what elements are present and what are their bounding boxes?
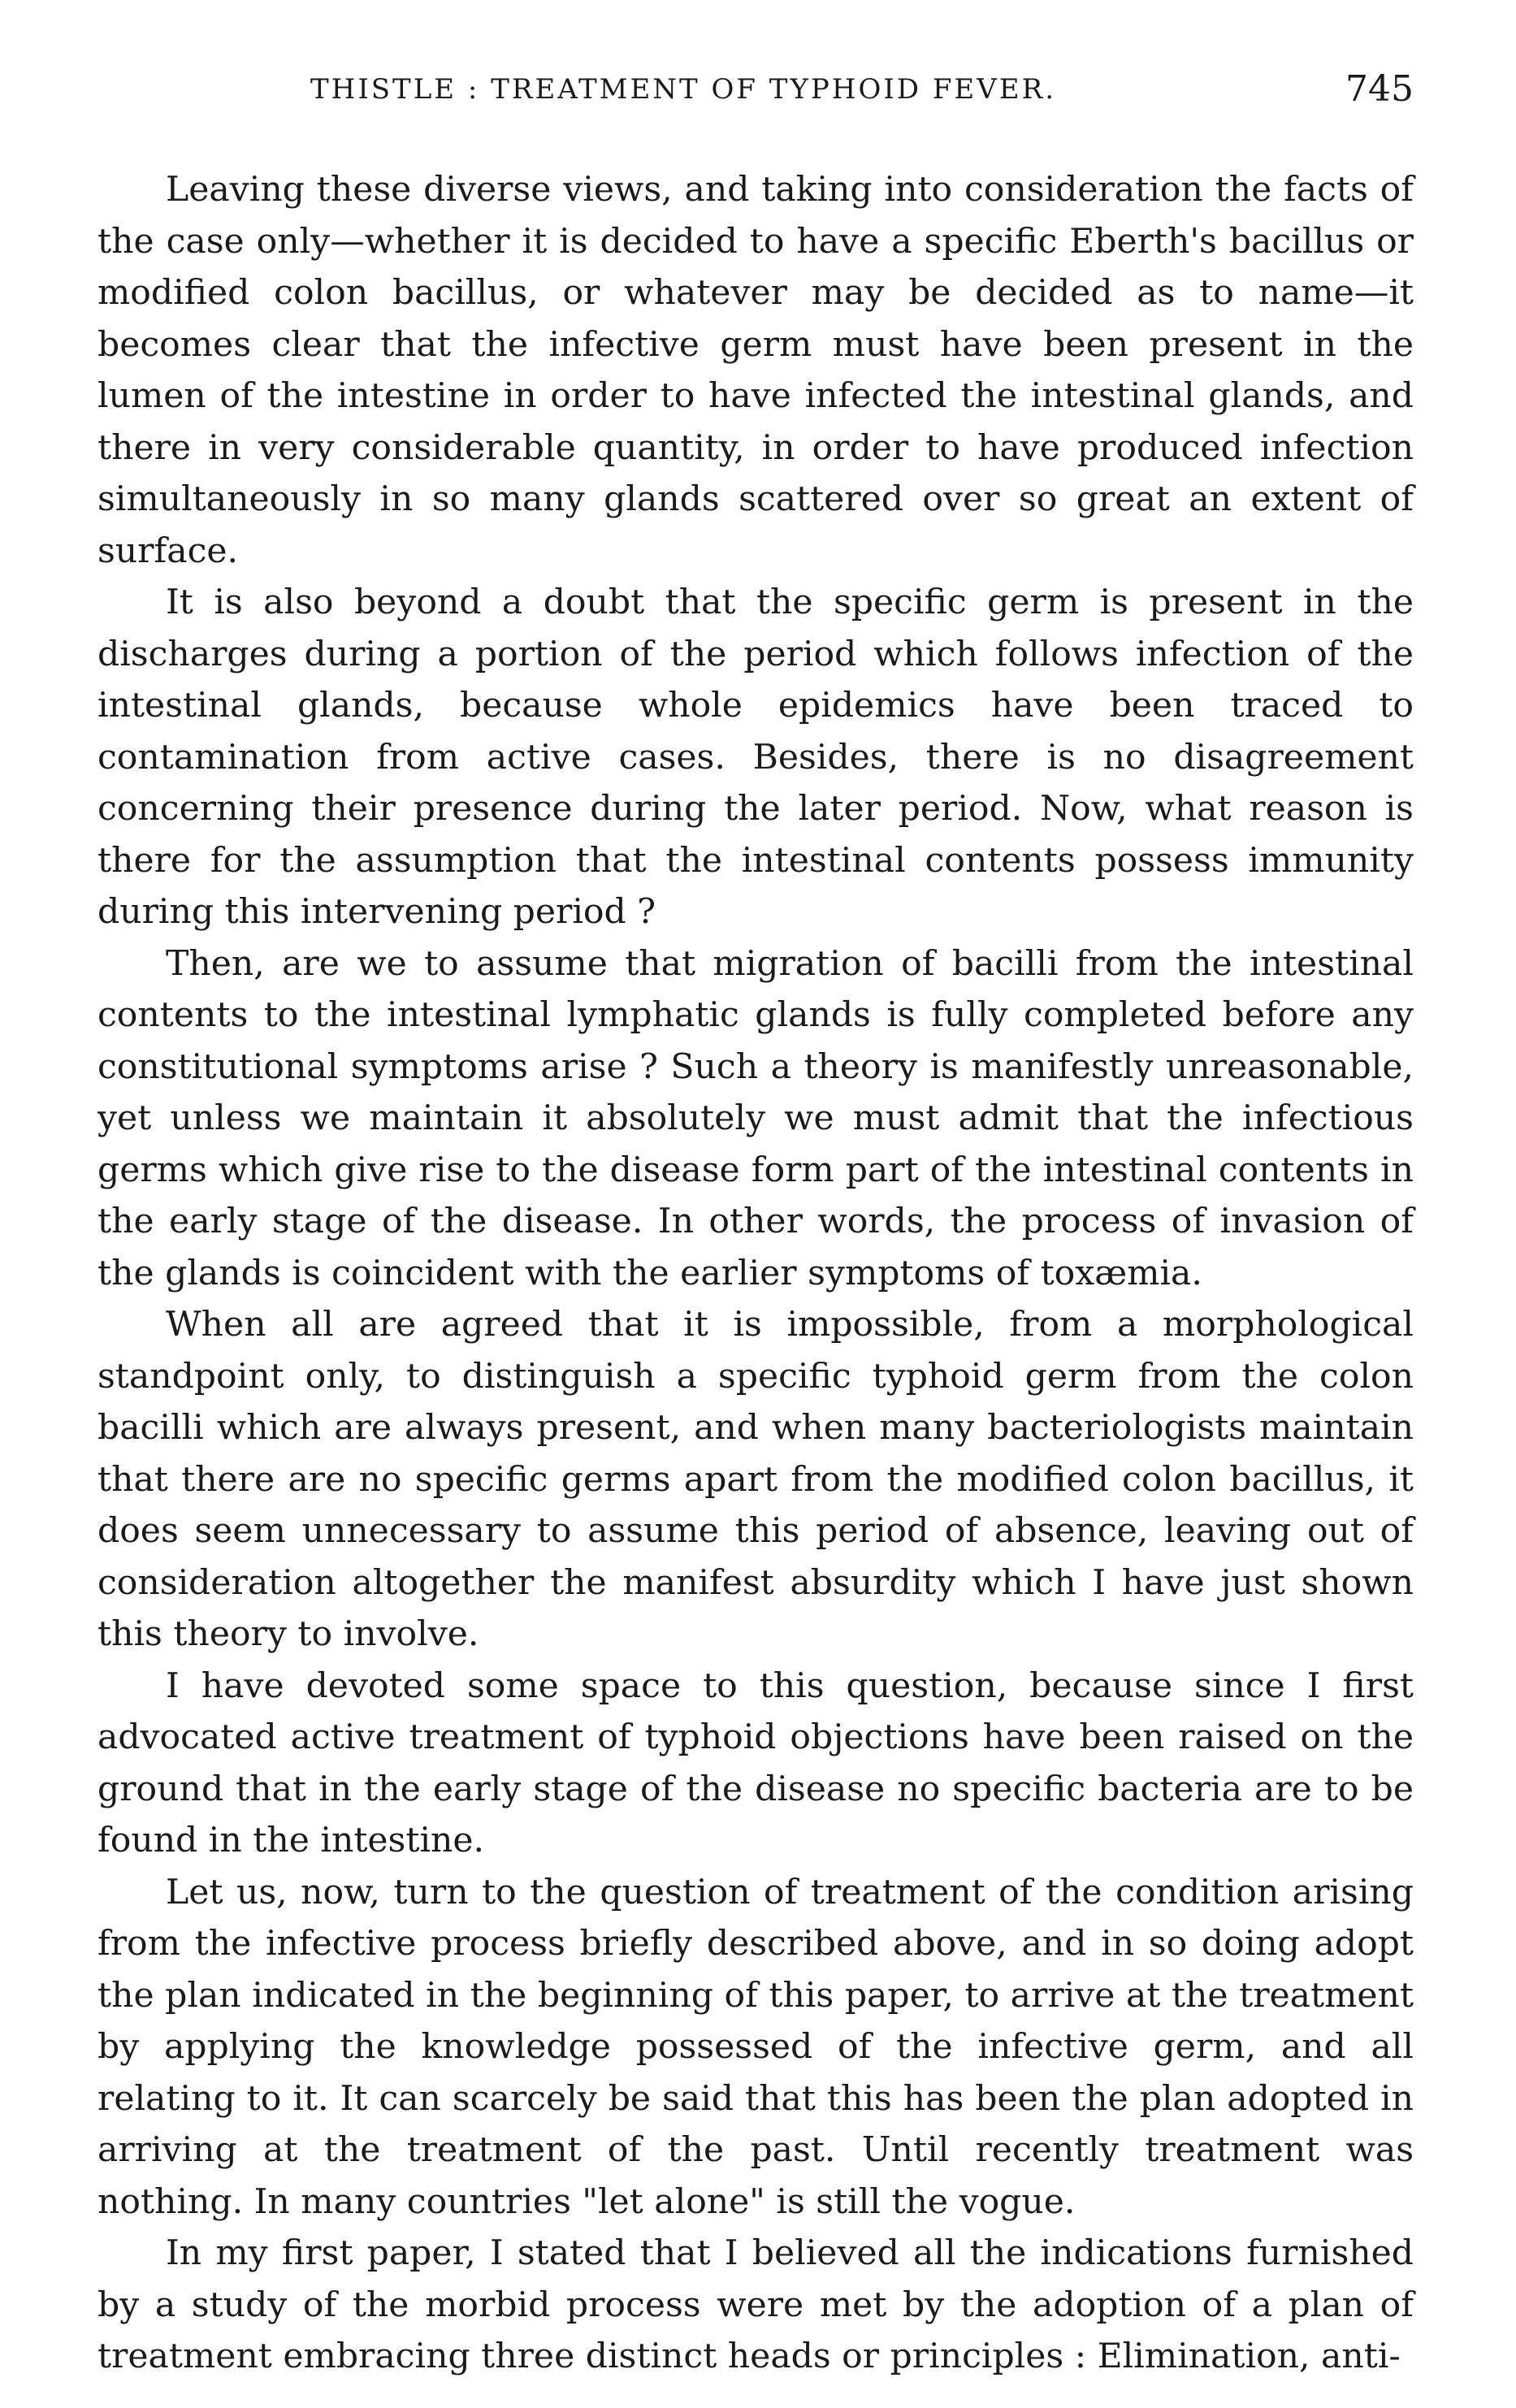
paragraph: In my first paper, I stated that I believed all the indications furnished by a study of the morbid process were met by the adoption of a plan of treatment embracing three distinct heads or principles : Elimination, anti-	[97, 2233, 1414, 2376]
running-title: THISTLE : TREATMENT OF TYPHOID FEVER.	[310, 73, 1057, 106]
page-number: 745	[1345, 68, 1414, 110]
paragraph: I have devoted some space to this question, because since I first advocated active treatment of typhoid objections have been raised on the ground that in the early stage of the disease no specific bacteria are to be found in the intestine.	[97, 1665, 1414, 1860]
paragraph: When all are agreed that it is impossible, from a morphological standpoint only, to distinguish a specific typhoid germ from the colon bacilli which are always present, and when many bacteriologists maintain that there are no specific germs apart from the modified colon bacillus, it does seem unnecessary to assume this period of absence, leaving out of consideration altogether the manifest absurdity which I have just shown this theory to involve.	[97, 1305, 1414, 1654]
paragraph: Leaving these diverse views, and taking into consideration the facts of the case only—whether it is decided to have a specific Eberth's bacillus or modified colon bacillus, or whatever may be decided as to name—it becomes clear that the infective germ must have been present in the lumen of the intestine in order to have infected the intestinal glands, and there in very considerable quantity, in order to have produced infection simultaneously in so many glands scattered over so great an extent of surface.	[97, 170, 1414, 571]
paragraph: Then, are we to assume that migration of bacilli from the intestinal contents to the intestinal lymphatic glands is fully completed before any constitutional symptoms arise ? Such a theory is manifestly unreasonable, yet unless we maintain it absolutely we must admit that the infectious germs which give rise to the disease form part of the intestinal contents in the early stage of the disease. In other words, the process of invasion of the glands is coincident with the earlier symptoms of toxæmia.	[97, 943, 1414, 1293]
running-head	[97, 57, 1414, 130]
paragraph: It is also beyond a doubt that the specific germ is present in the discharges during a portion of the period which follows infection of the intestinal glands, because whole epidemics have been traced to contamination from active cases. Besides, there is no disagreement concerning their presence during the later period. Now, what reason is there for the assumption that the intestinal contents possess immunity during this intervening period ?	[97, 583, 1414, 932]
body-text	[97, 164, 1414, 2383]
book-page	[97, 57, 1414, 2383]
paragraph: Let us, now, turn to the question of treatment of the condition arising from the infective process briefly described above, and in so doing adopt the plan indicated in the beginning of this paper, to arrive at the treatment by applying the knowledge possessed of the infective germ, and all relating to it. It can scarcely be said that this has been the plan adopted in arriving at the treatment of the past. Until recently treatment was nothing. In many countries "let alone" is still the vogue.	[97, 1872, 1414, 2222]
